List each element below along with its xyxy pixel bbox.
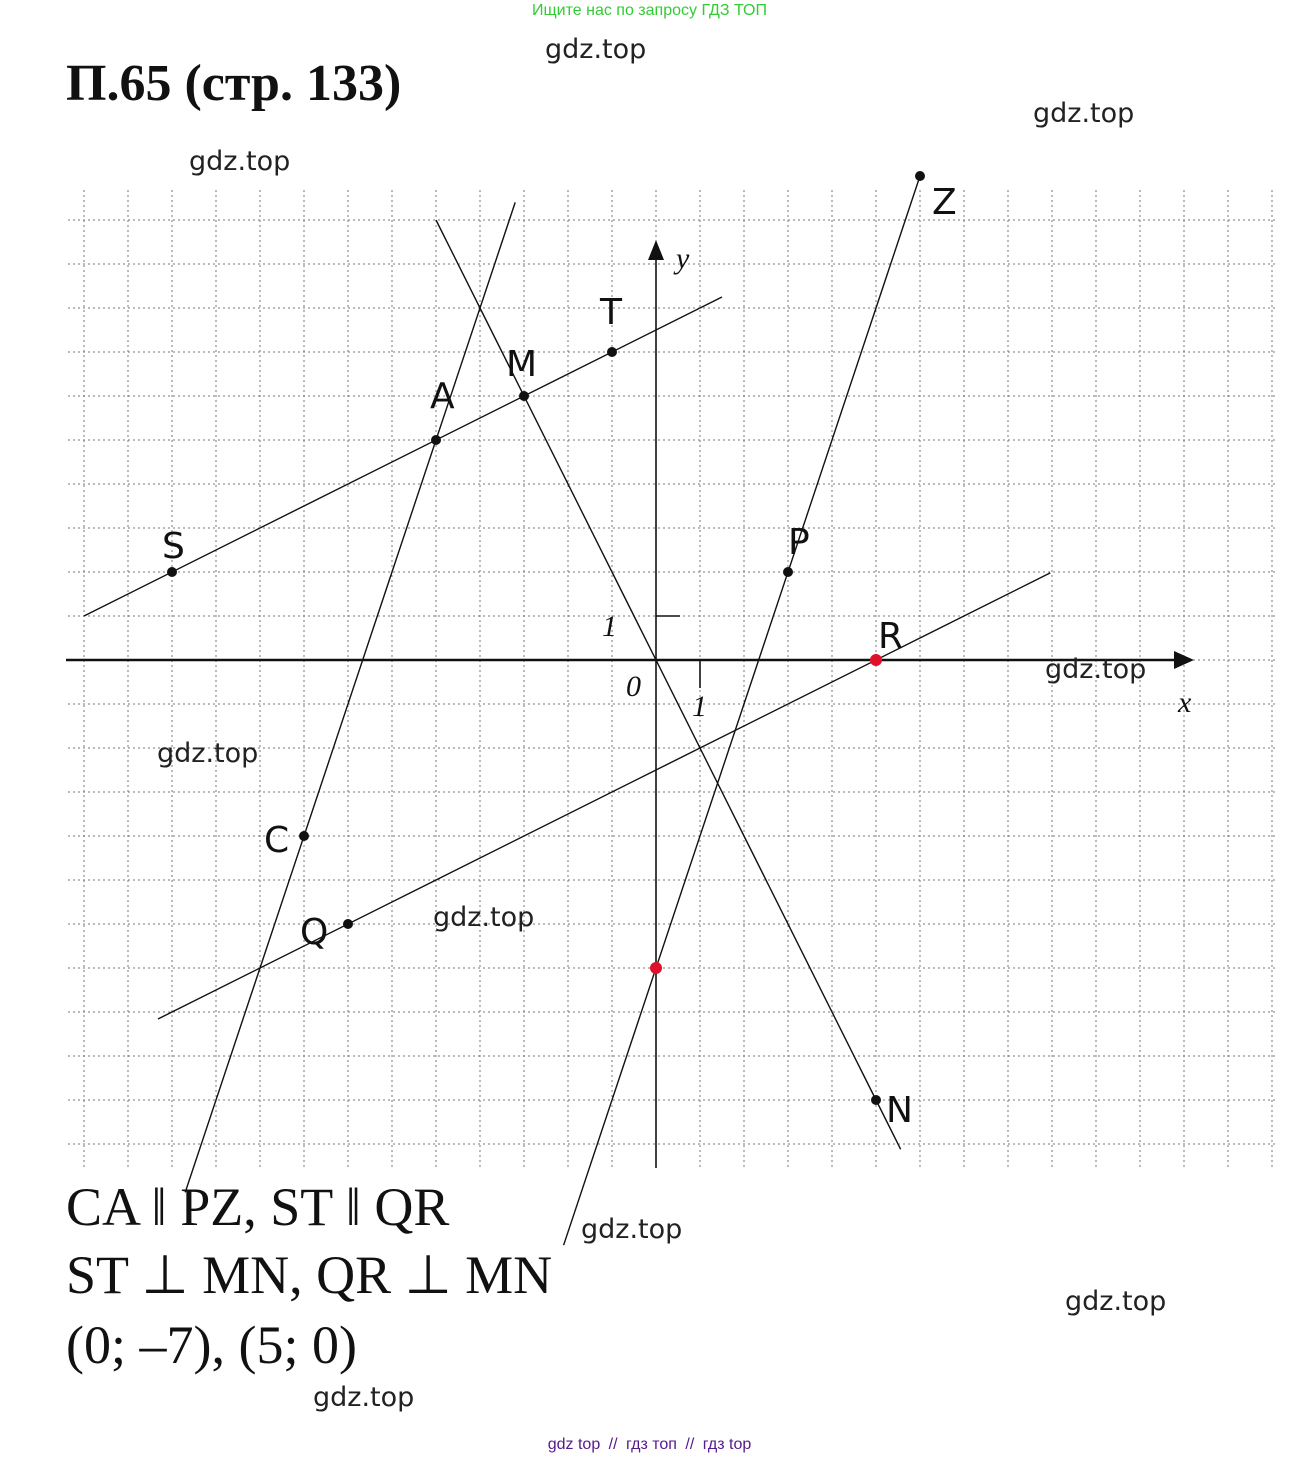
point-label-s: S [162,526,185,567]
watermark: gdz.top [313,1382,415,1413]
answer-line-2: ST ⊥ MN, QR ⊥ MN [66,1245,553,1305]
point-m [519,391,529,401]
y-axis-label: y [676,242,690,275]
point-z [915,171,925,181]
point-label-t: T [600,292,622,333]
figure-lines [84,176,1050,1245]
point-label-n: N [886,1090,913,1131]
footer-link[interactable]: гдз топ [626,1436,677,1453]
point-p [783,567,793,577]
footer-link[interactable]: gdz top [547,1436,601,1453]
watermark: gdz.top [433,902,535,933]
point-q [343,919,353,929]
point-n [871,1095,881,1105]
footer-separator: // [685,1436,695,1453]
line-st [84,297,722,616]
watermark: gdz.top [189,146,291,177]
footer-link[interactable]: гдз top [702,1436,752,1453]
point-label-z: Z [932,182,957,223]
watermark: gdz.top [1065,1286,1167,1317]
point-label-a: A [430,376,455,417]
point-label-r: R [878,616,904,657]
search-hint-link[interactable]: Ищите нас по запросу ГДЗ ТОП [532,2,767,19]
x-axis-label: x [1178,686,1192,719]
watermark: gdz.top [581,1214,683,1245]
answer-line-3: (0; –7), (5; 0) [66,1315,357,1375]
page-title: П.65 (стр. 133) [66,55,402,112]
footer-links [0,1436,1299,1454]
line-pz [564,176,920,1245]
watermark: gdz.top [1033,98,1135,129]
point-unnamed [650,962,662,974]
watermark: gdz.top [157,738,259,769]
watermark: gdz.top [545,34,647,65]
y-axis-arrow [648,240,664,260]
point-label-m: M [506,344,538,385]
watermark: gdz.top [1045,654,1147,685]
origin-label: 0 [626,670,641,703]
point-label-p: P [788,522,810,563]
point-c [299,831,309,841]
point-t [607,347,617,357]
point-label-c: C [264,820,290,861]
point-s [167,567,177,577]
answer-line-1: CA ‖ PZ, ST ‖ QR [66,1177,450,1237]
unit-y-label: 1 [602,610,617,643]
unit-x-label: 1 [692,690,707,723]
figure-points [162,171,957,1131]
footer-separator: // [608,1436,618,1453]
point-label-q: Q [300,912,329,953]
line-ca [185,202,515,1192]
point-a [431,435,441,445]
